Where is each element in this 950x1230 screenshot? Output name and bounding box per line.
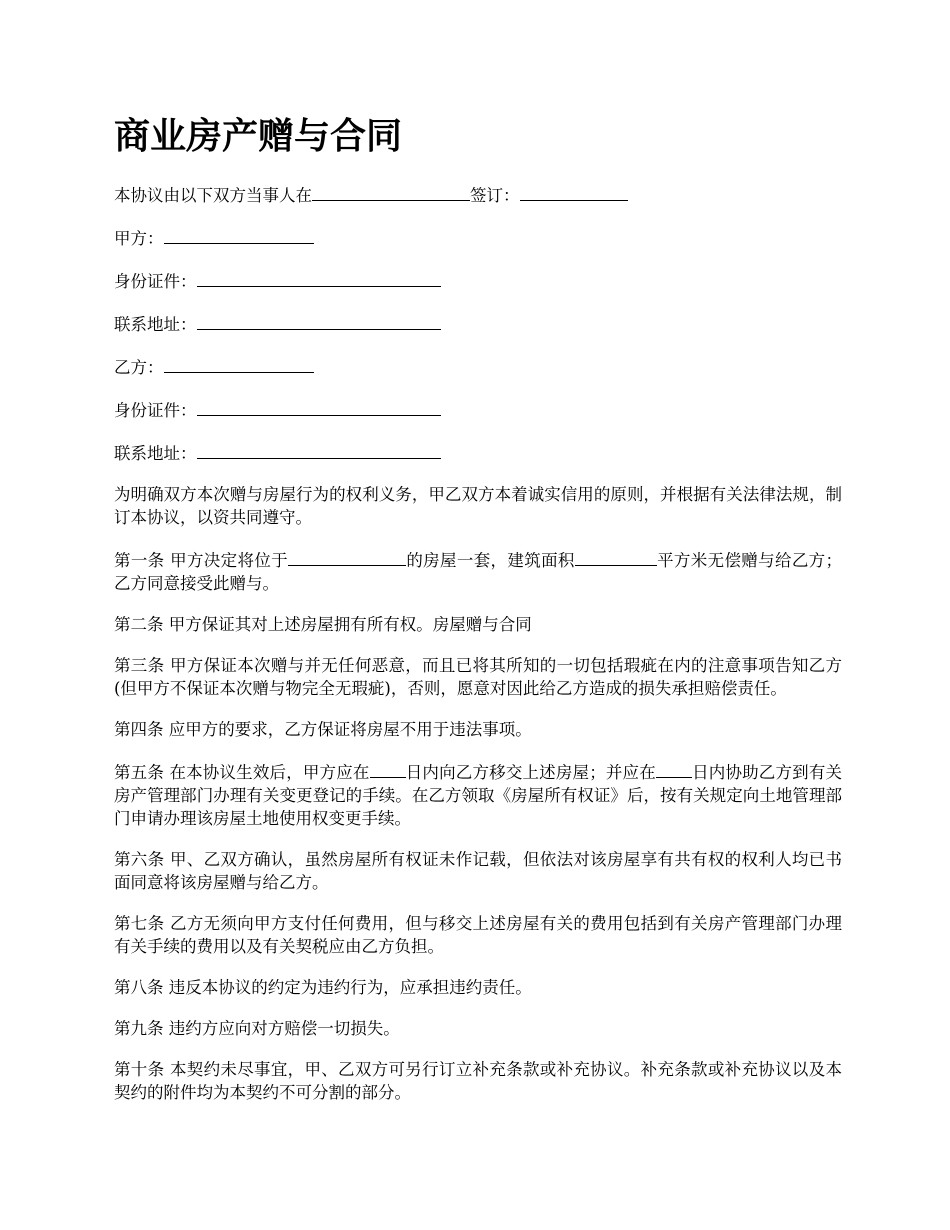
article-5-part-a: 第五条 在本协议生效后，甲方应在	[114, 763, 370, 782]
property-location-blank	[288, 547, 406, 566]
article-6: 第六条 甲、乙双方确认，虽然房屋所有权证未作记载，但依法对该房屋享有共有权的权利人均已书面同意将该房屋赠与给乙方。	[114, 850, 842, 892]
article-1-part-c: 平方米无偿赠与给乙方；乙方同意接受此赠与。	[114, 551, 843, 593]
building-area-blank	[575, 547, 657, 566]
party-b-address-blank	[197, 440, 441, 459]
party-a-id-label: 身份证件：	[114, 272, 197, 291]
party-a-blank	[164, 225, 314, 244]
party-b-label: 乙方：	[114, 358, 164, 377]
intro-middle: 签订：	[470, 186, 520, 205]
article-1-part-a: 第一条 甲方决定将位于	[114, 551, 288, 570]
party-a-id-blank	[197, 268, 441, 287]
preamble-paragraph: 为明确双方本次赠与房屋行为的权利义务，甲乙双方本着诚实信用的原则，并根据有关法律法规，制订本协议，以资共同遵守。	[114, 485, 842, 527]
document-title: 商业房产赠与合同	[114, 115, 403, 157]
registration-days-blank	[656, 759, 692, 778]
contract-document	[114, 112, 842, 1122]
party-a-address-blank	[197, 311, 441, 330]
party-b-address-line	[114, 440, 842, 465]
article-1-part-b: 的房屋一套，建筑面积	[406, 551, 575, 570]
party-b-address-label: 联系地址：	[114, 444, 197, 463]
party-a-line	[114, 225, 842, 250]
intro-line	[114, 182, 842, 207]
article-9: 第九条 违约方应向对方赔偿一切损失。	[114, 1019, 400, 1038]
article-2: 第二条 甲方保证其对上述房屋拥有所有权。房屋赠与合同	[114, 615, 532, 634]
signing-place-blank	[312, 182, 470, 201]
party-a-label: 甲方：	[114, 229, 164, 248]
handover-days-blank	[370, 759, 406, 778]
article-5-part-c: 日内协助乙方到有关房产管理部门办理有关变更登记的手续。在乙方领取《房屋所有权证》后，按有关规定向土地管理部门申请办理该房屋土地使用权变更手续。	[114, 763, 843, 828]
article-3: 第三条 甲方保证本次赠与并无任何恶意，而且已将其所知的一切包括瑕疵在内的注意事项告知乙方(但甲方不保证本次赠与物完全无瑕疵)，否则，愿意对因此给乙方造成的损失承担赔偿责任。	[114, 656, 842, 698]
article-4: 第四条 应甲方的要求，乙方保证将房屋不用于违法事项。	[114, 720, 532, 739]
party-b-id-line	[114, 397, 842, 422]
article-10: 第十条 本契约未尽事宜，甲、乙双方可另行订立补充条款或补充协议。补充条款或补充协议以及本契约的附件均为本契约不可分割的部分。	[114, 1060, 842, 1102]
article-1	[114, 547, 842, 595]
intro-prefix: 本协议由以下双方当事人在	[114, 186, 312, 205]
party-b-blank	[164, 354, 314, 373]
party-a-id-line	[114, 268, 842, 293]
article-8: 第八条 违反本协议的约定为违约行为，应承担违约责任。	[114, 978, 532, 997]
party-a-address-line	[114, 311, 842, 336]
party-a-address-label: 联系地址：	[114, 315, 197, 334]
signing-date-blank	[520, 182, 628, 201]
party-b-line	[114, 354, 842, 379]
party-b-id-blank	[197, 397, 441, 416]
article-5	[114, 759, 842, 830]
article-5-part-b: 日内向乙方移交上述房屋；并应在	[405, 763, 656, 782]
article-7: 第七条 乙方无须向甲方支付任何费用，但与移交上述房屋有关的费用包括到有关房产管理部门办理有关手续的费用以及有关契税应由乙方负担。	[114, 914, 842, 956]
party-b-id-label: 身份证件：	[114, 401, 197, 420]
